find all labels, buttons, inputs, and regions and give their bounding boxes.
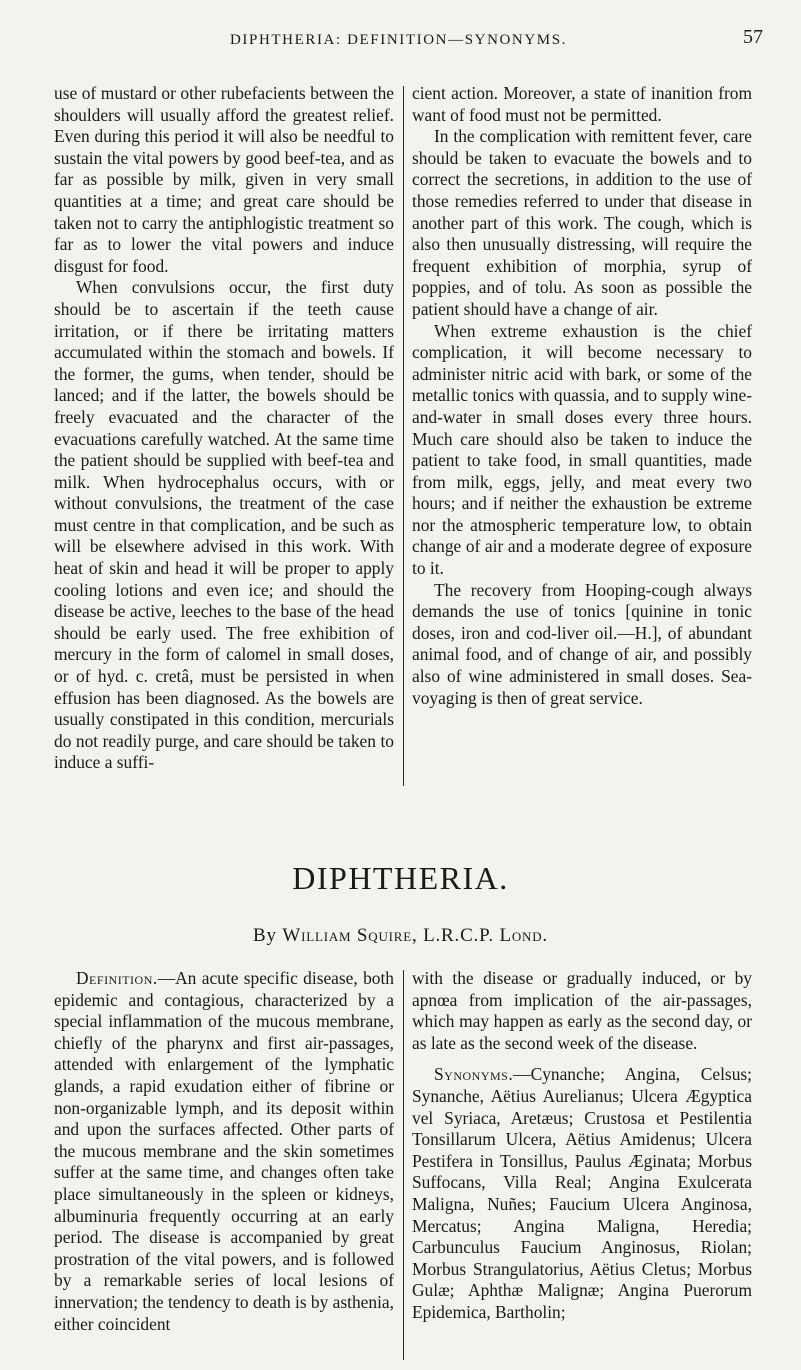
bottom-left-column <box>54 968 394 1335</box>
page-number: 57 <box>743 26 763 48</box>
bottom-right-column <box>412 968 752 1324</box>
definition-paragraph <box>54 968 394 1335</box>
definition-heading: Definition. <box>76 968 158 988</box>
synonyms-heading: Synonyms. <box>434 1064 514 1085</box>
paragraph: The recovery from Hooping-cough always demands the use of tonics [quinine in tonic doses, iron and cod-liver oil.—H.], of abundant animal food, and of change of air, and possibly also of wine administered in small doses. Sea-voyaging is then of great service. <box>412 579 752 708</box>
column-divider <box>403 86 404 786</box>
synonyms-text: —Cynanche; Angina, Celsus; Synanche, Aëtius Aurelianus; Ulcera Ægyptica vel Syriaca, Aretæus; Crustosa et Pestilentia Tonsillarum Ulcera, Aëtius Amidenus; Ulcera Pestifera in Tonsillus, Paulus Æginata; Morbus Suffocans, Villa Real; Angina Exulcerata Maligna, Nuñes; Faucium Ulcera Anginosa, Mercatus; Angina Maligna, Heredia; Carbunculus Faucium Anginosus, Riolan; Morbus Strangulatorius, Aëtius Cletus; Morbus Gulæ; Aphthæ Malignæ; Angina Puerorum Epidemica, Bartholin; <box>412 1064 752 1322</box>
paragraph: When convulsions occur, the first duty should be to ascertain if the teeth cause irritation, or if there be irritating matters accumulated within the stomach and bowels. If the former, the gums, when tender, should be lanced; and if the latter, the bowels should be freely evacuated and the character of the evacuations carefully watched. At the same time the patient should be supplied with beef-tea and milk. When hydrocephalus occurs, with or without convulsions, the treatment of the case must centre in that complication, and be such as will be elsewhere advised in this work. With heat of skin and head it will be proper to apply cooling lotions and even ice; and should the disease be active, leeches to the base of the head should be early used. The free exhibition of mercury in the form of calomel in small doses, or of hyd. c. cretâ, must be persisted in when effusion has been diagnosed. As the bowels are usually constipated in this condition, mercurials do not readily purge, and care should be taken to induce a suffi- <box>54 277 394 773</box>
paragraph: use of mustard or other rubefacients between the shoulders will usually afford the greatest relief. Even during this period it will also be needful to sustain the vital powers by good beef-tea, and as far as possible by milk, given in very small quantities at a time; and great care should be taken not to carry the antiphlogistic treatment so far as to lower the vital powers and induce disgust for food. <box>54 83 394 276</box>
definition-text: —An acute specific disease, both epidemic and contagious, characterized by a special inflammation of the mucous membrane, chiefly of the pharynx and first air-passages, attended with enlargement of the lymphatic glands, a rapid exudation either of fibrine or non-organizable lymph, and its deposit within and upon the surfaces affected. Other parts of the mucous membrane and the skin sometimes suffer at the same time, and changes often take place simultaneously in the spleen or kidneys, albuminuria frequently occurring at an early period. The disease is accompanied by great prostration of the vital powers, and is followed by a remarkable series of local lesions of innervation; the tendency to death is by asthenia, either coincident <box>54 968 394 1334</box>
paragraph: cient action. Moreover, a state of inanition from want of food must not be permitted. <box>412 83 752 125</box>
byline-author: William Squire, L.R.C.P. Lond. <box>282 925 548 946</box>
article-title: DIPHTHERIA. <box>292 860 509 896</box>
byline <box>0 925 801 947</box>
paragraph: with the disease or gradually induced, or by apnœa from implication of the air-passages, which may happen as early as the second day, or as late as the second week of the disease. <box>412 968 752 1053</box>
top-left-column <box>54 83 394 774</box>
synonyms-paragraph <box>412 1064 752 1323</box>
top-right-column <box>412 83 752 709</box>
paragraph: In the complication with remittent fever, care should be taken to evacuate the bowels and to correct the secretions, in addition to the use of those remedies referred to under that disease in another part of this work. The cough, which is also then unusually distressing, will require the frequent exhibition of morphia, syrup of poppies, and of tolu. As soon as possible the patient should have a change of air. <box>412 126 752 319</box>
paragraph: When extreme exhaustion is the chief complication, it will become necessary to administer nitric acid with bark, or some of the metallic tonics with quassia, and to supply wine-and-water in small doses every three hours. Much care should also be taken to induce the patient to take food, in small quantities, made from milk, eggs, jelly, and meat every two hours; and if neither the exhaustion be extreme nor the atmospheric temperature low, to obtain change of air and a moderate degree of exposure to it. <box>412 320 752 579</box>
column-divider <box>403 970 404 1360</box>
running-head: DIPHTHERIA: DEFINITION—SYNONYMS. <box>230 32 568 48</box>
byline-prefix: By <box>253 925 277 946</box>
paragraph-spacer <box>412 1054 752 1064</box>
